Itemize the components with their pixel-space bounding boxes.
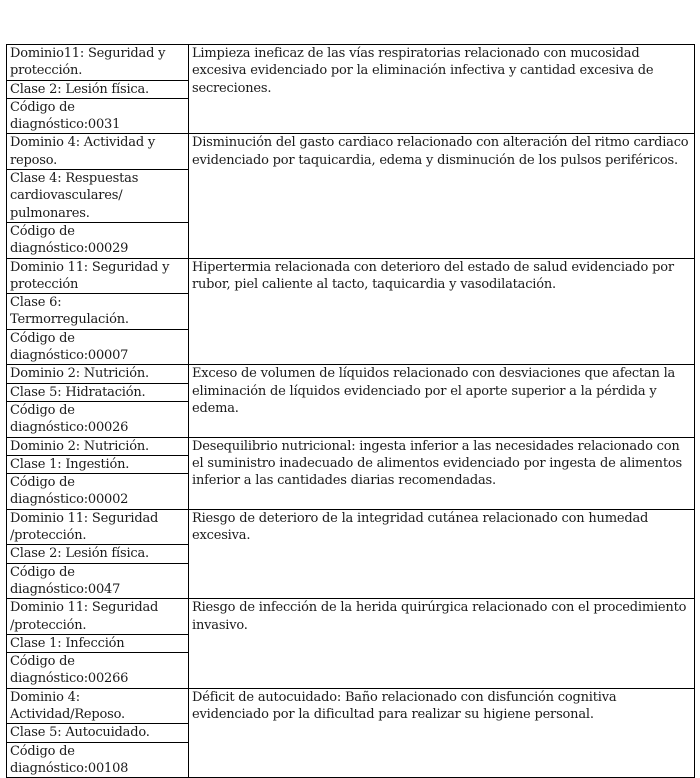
domain-label: Dominio 11: Seguridad /protección. (10, 600, 159, 633)
diagnosis-text: Riesgo de infección de la herida quirúrgica relacionado con el procedimiento invasivo. (189, 599, 695, 688)
class-label: Clase 5: Autocuidado. (7, 723, 188, 741)
table-row (7, 599, 695, 688)
taxonomy-cell (7, 258, 189, 365)
table-row (7, 688, 695, 777)
domain-label: Dominio 4: Actividad y reposo. (10, 135, 156, 168)
diagnosis-text: Desequilibrio nutricional: ingesta inferior a las necesidades relacionado con el suministro inadecuado de alimentos evidenciado por ingesta de alimentos inferior a las cantidades diarias recomendadas. (189, 437, 695, 509)
table-row (7, 365, 695, 437)
nursing-diagnosis-table (6, 44, 695, 778)
taxonomy-cell (7, 599, 189, 688)
class-label: Clase 2: Lesión física. (7, 80, 188, 98)
diagnosis-code: Código de diagnóstico:0031 (7, 98, 188, 134)
class-label: Clase 1: Infección (7, 634, 188, 652)
taxonomy-cell (7, 437, 189, 509)
domain-label: Dominio 2: Nutrición. (10, 366, 149, 382)
diagnosis-code: Código de diagnóstico:00029 (7, 222, 188, 258)
table-row (7, 509, 695, 598)
diagnosis-code: Código de diagnóstico:00007 (7, 329, 188, 365)
table-row (7, 437, 695, 509)
taxonomy-cell (7, 134, 189, 258)
class-label: Clase 4: Respuestas cardiovasculares/ pulmonares. (7, 169, 188, 222)
taxonomy-cell (7, 509, 189, 598)
class-label: Clase 1: Ingestión. (7, 455, 188, 473)
domain-label: Dominio 4: Actividad/Reposo. (10, 689, 125, 722)
diagnosis-code: Código de diagnóstico:00002 (7, 473, 188, 509)
diagnosis-text: Disminución del gasto cardiaco relacionado con alteración del ritmo cardiaco evidenciado por taquicardia, edema y disminución de los pulsos periféricos. (189, 134, 695, 258)
taxonomy-cell (7, 688, 189, 777)
table-row (7, 45, 695, 134)
table-row (7, 258, 695, 365)
diagnosis-code: Código de diagnóstico:00108 (7, 742, 188, 778)
diagnosis-code: Código de diagnóstico:0047 (7, 563, 188, 599)
taxonomy-cell (7, 45, 189, 134)
diagnosis-text: Hipertermia relacionada con deterioro del estado de salud evidenciado por rubor, piel caliente al tacto, taquicardia y vasodilatación. (189, 258, 695, 365)
domain-label: Dominio 11: Seguridad /protección. (10, 510, 159, 544)
class-label: Clase 6: Termorregulación. (7, 293, 188, 329)
diagnosis-text: Exceso de volumen de líquidos relacionado con desviaciones que afectan la eliminación de líquidos evidenciado por el aporte superior a la pérdida y edema. (189, 365, 695, 437)
diagnosis-code: Código de diagnóstico:00026 (7, 401, 188, 437)
class-label: Clase 5: Hidratación. (7, 383, 188, 401)
diagnosis-text: Déficit de autocuidado: Baño relacionado con disfunción cognitiva evidenciado por la dificultad para realizar su higiene personal. (189, 688, 695, 777)
diagnosis-code: Código de diagnóstico:00266 (7, 652, 188, 688)
taxonomy-cell (7, 365, 189, 437)
domain-label: Dominio11: Seguridad y protección. (10, 46, 166, 79)
domain-label: Dominio 11: Seguridad y protección (10, 259, 170, 292)
diagnosis-text: Riesgo de deterioro de la integridad cutánea relacionado con humedad excesiva. (189, 509, 695, 598)
diagnosis-text: Limpieza ineficaz de las vías respiratorias relacionado con mucosidad excesiva evidenciado por la eliminación infectiva y cantidad excesiva de secreciones. (189, 45, 695, 134)
class-label: Clase 2: Lesión física. (7, 544, 188, 562)
domain-label: Dominio 2: Nutrición. (10, 438, 149, 454)
table-row (7, 134, 695, 258)
